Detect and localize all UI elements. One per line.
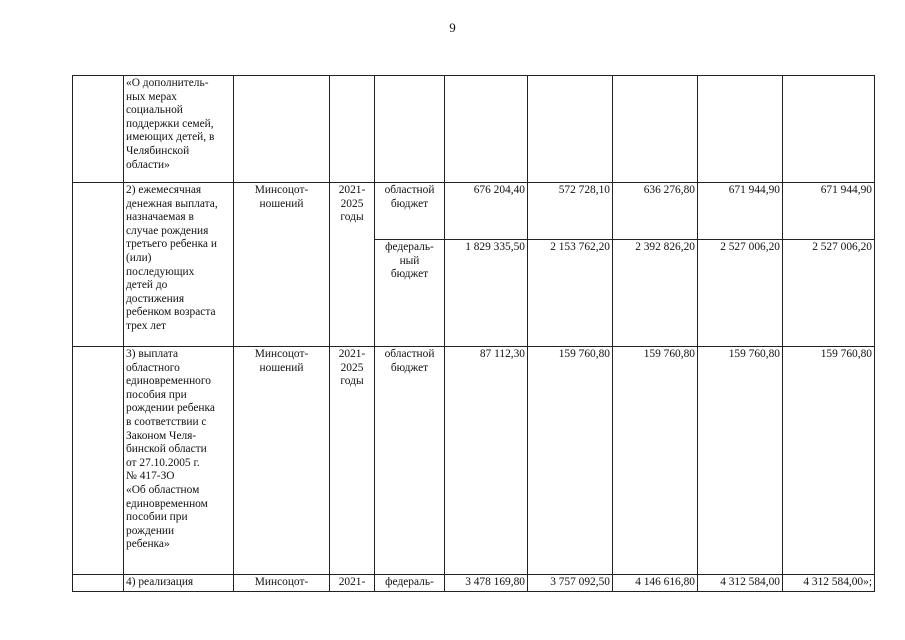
amount-cell xyxy=(445,76,528,183)
description-cell xyxy=(124,183,234,347)
amount-cell xyxy=(698,76,783,183)
description-line: единовременном xyxy=(126,497,208,510)
amount-cell: 2 527 006,20 xyxy=(698,240,783,347)
row-margin-cell xyxy=(73,347,124,575)
row-margin-cell xyxy=(73,575,124,592)
period-line: 2025 xyxy=(340,361,364,374)
amount-cell: 159 760,80 xyxy=(698,347,783,575)
amount-cell: 671 944,90 xyxy=(698,183,783,240)
funding-source-line: бюджет xyxy=(390,197,429,210)
description-line: областного xyxy=(126,361,180,374)
period-line: 2021- xyxy=(338,576,366,588)
funding-source-cell xyxy=(375,76,445,183)
funding-source-line: областной xyxy=(384,348,435,360)
funding-source-line: бюджет xyxy=(390,361,429,374)
amount-cell: 159 760,80 xyxy=(528,347,613,575)
executor-cell xyxy=(234,76,330,183)
funding-source-line: ный xyxy=(399,254,420,267)
executor-cell: Минсоцот-ношений xyxy=(234,183,330,347)
amount-cell: 4 146 616,80 xyxy=(613,575,698,592)
funding-source-cell xyxy=(375,240,445,347)
table-row xyxy=(73,76,875,183)
amount-cell: 3 757 092,50 xyxy=(528,575,613,592)
amount-cell: 159 760,80 xyxy=(783,347,875,575)
description-line: детей до xyxy=(126,279,168,292)
description-cell xyxy=(124,347,234,575)
description-line: достижения xyxy=(126,292,185,305)
funding-source-line: областной xyxy=(384,184,435,196)
executor-cell: Минсоцот-ношений xyxy=(234,347,330,575)
funding-source-cell xyxy=(375,575,445,592)
description-line: ребенком возраста xyxy=(126,306,216,319)
amount-cell: 636 276,80 xyxy=(613,183,698,240)
period-cell xyxy=(330,183,375,347)
description-line: ребенка» xyxy=(126,538,170,551)
description-line: области» xyxy=(126,158,170,171)
amount-cell xyxy=(613,76,698,183)
funding-source-cell xyxy=(375,183,445,240)
period-cell xyxy=(330,347,375,575)
budget-table xyxy=(72,75,875,592)
amount-cell: 2 392 826,20 xyxy=(613,240,698,347)
description-line: «Об областном xyxy=(126,483,200,496)
page-number: 9 xyxy=(449,20,456,35)
description-line: единовременного xyxy=(126,375,211,388)
period-line: 2021- xyxy=(338,184,366,196)
row-margin-cell xyxy=(73,76,124,183)
table-row xyxy=(73,575,875,592)
period-cell xyxy=(330,76,375,183)
funding-source-line: федераль- xyxy=(385,576,434,588)
description-line: социальной xyxy=(126,104,183,117)
amount-cell: 2 153 762,20 xyxy=(528,240,613,347)
executor-cell: Минсоцот- xyxy=(234,575,330,592)
amount-cell: 4 312 584,00»; xyxy=(783,575,875,592)
amount-cell xyxy=(783,76,875,183)
amount-cell: 3 478 169,80 xyxy=(445,575,528,592)
description-line: трех лет xyxy=(126,319,166,332)
description-line: случае рождения xyxy=(126,224,209,237)
description-line: поддержки семей, xyxy=(126,117,214,130)
period-line: годы xyxy=(340,211,364,224)
description-line: рождении ребенка xyxy=(126,402,215,415)
period-line: 2025 xyxy=(340,197,364,210)
amount-cell: 676 204,40 xyxy=(445,183,528,240)
description-line: № 417-ЗО xyxy=(126,470,175,483)
description-line: 4) реализация xyxy=(126,576,194,588)
funding-source-line: бюджет xyxy=(390,268,429,281)
description-line: последующих xyxy=(126,265,195,278)
period-cell xyxy=(330,575,375,592)
amount-cell: 87 112,30 xyxy=(445,347,528,575)
description-line: бинской области xyxy=(126,443,207,456)
amount-cell: 1 829 335,50 xyxy=(445,240,528,347)
amount-cell: 671 944,90 xyxy=(783,183,875,240)
description-line: третьего ребенка и xyxy=(126,238,217,251)
description-line: денежная выплата, xyxy=(126,197,218,210)
description-line: пособия при xyxy=(126,388,187,401)
amount-cell: 4 312 584,00 xyxy=(698,575,783,592)
table-row xyxy=(73,347,875,575)
description-line: Челябинской xyxy=(126,144,190,157)
description-line: в соответствии с xyxy=(126,415,207,428)
period-line: годы xyxy=(340,375,364,388)
description-cell xyxy=(124,76,234,183)
description-line: пособии при xyxy=(126,511,188,524)
amount-cell: 572 728,10 xyxy=(528,183,613,240)
description-line: (или) xyxy=(126,251,152,264)
description-line: «О дополнитель- xyxy=(126,77,209,89)
description-line: имеющих детей, в xyxy=(126,131,215,144)
amount-cell: 2 527 006,20 xyxy=(783,240,875,347)
row-margin-cell xyxy=(73,183,124,347)
funding-source-line: федераль- xyxy=(385,241,434,253)
description-line: рождении xyxy=(126,524,175,537)
funding-source-cell xyxy=(375,347,445,575)
description-line: 2) ежемесячная xyxy=(126,184,202,196)
description-cell xyxy=(124,575,234,592)
amount-cell xyxy=(528,76,613,183)
description-line: от 27.10.2005 г. xyxy=(126,456,200,469)
table-row xyxy=(73,183,875,240)
description-line: ных мерах xyxy=(126,90,178,103)
period-line: 2021- xyxy=(338,348,366,360)
description-line: назначаемая в xyxy=(126,211,194,224)
description-line: 3) выплата xyxy=(126,348,179,360)
description-line: Законом Челя- xyxy=(126,429,197,442)
amount-cell: 159 760,80 xyxy=(613,347,698,575)
